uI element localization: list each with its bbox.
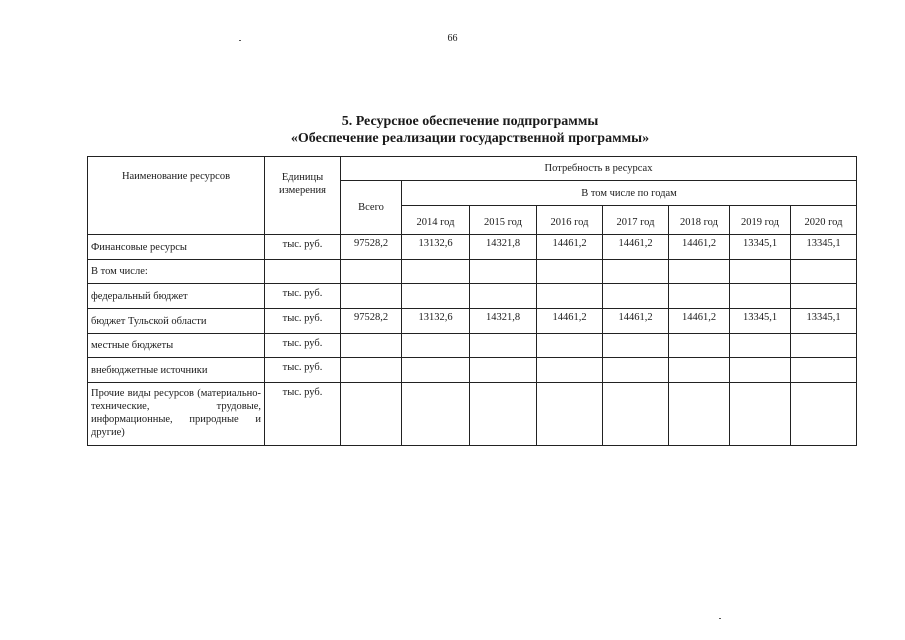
row-year-value: 13345,1 <box>730 235 791 260</box>
table-row <box>88 334 857 358</box>
row-year-value <box>537 260 603 284</box>
row-name: Финансовые ресурсы <box>88 235 265 260</box>
row-year-value <box>730 383 791 446</box>
row-year-value <box>730 284 791 309</box>
row-total <box>341 334 402 358</box>
row-year-value: 14461,2 <box>669 309 730 334</box>
row-unit: тыс. руб. <box>265 358 341 383</box>
row-year-value <box>669 358 730 383</box>
row-year-value <box>791 260 857 284</box>
row-year-value <box>603 334 669 358</box>
header-unit <box>265 157 341 235</box>
table-row <box>88 260 857 284</box>
header-unit-line-1: Единицы <box>281 172 324 183</box>
row-unit <box>265 260 341 284</box>
row-total <box>341 284 402 309</box>
row-year-value <box>603 383 669 446</box>
row-unit: тыс. руб. <box>265 235 341 260</box>
row-unit: тыс. руб. <box>265 383 341 446</box>
row-year-value <box>402 284 470 309</box>
table-row <box>88 235 857 260</box>
row-year-value: 14461,2 <box>603 309 669 334</box>
row-total <box>341 260 402 284</box>
row-year-value <box>669 284 730 309</box>
row-year-value <box>402 334 470 358</box>
row-year-value: 14461,2 <box>603 235 669 260</box>
row-unit: тыс. руб. <box>265 334 341 358</box>
row-year-value <box>470 260 537 284</box>
section-title-line-2: «Обеспечение реализации государственной программы» <box>290 131 650 146</box>
row-year-value: 14321,8 <box>470 235 537 260</box>
row-year-value <box>730 334 791 358</box>
header-year: 2020 год <box>791 206 857 235</box>
row-unit: тыс. руб. <box>265 284 341 309</box>
scan-speck <box>239 40 241 41</box>
row-year-value <box>791 358 857 383</box>
row-year-value: 13132,6 <box>402 235 470 260</box>
row-year-value: 14461,2 <box>669 235 730 260</box>
row-unit: тыс. руб. <box>265 309 341 334</box>
row-name: В том числе: <box>88 260 265 284</box>
row-year-value <box>537 334 603 358</box>
row-year-value <box>603 358 669 383</box>
row-year-value <box>537 383 603 446</box>
table-row <box>88 309 857 334</box>
scan-speck <box>719 618 721 619</box>
header-year: 2015 год <box>470 206 537 235</box>
row-name: Прочие виды ресурсов (материально-технические, трудовые, информационные, природные и другие) <box>88 383 265 446</box>
row-year-value: 13345,1 <box>730 309 791 334</box>
resource-table <box>87 156 857 446</box>
header-total: Всего <box>341 181 402 235</box>
header-year: 2016 год <box>537 206 603 235</box>
row-year-value <box>402 260 470 284</box>
row-year-value: 14321,8 <box>470 309 537 334</box>
row-year-value <box>730 358 791 383</box>
row-year-value <box>669 260 730 284</box>
row-year-value: 13345,1 <box>791 235 857 260</box>
row-name: местные бюджеты <box>88 334 265 358</box>
header-resource-name: Наименование ресурсов <box>88 157 265 235</box>
table-row <box>88 284 857 309</box>
row-total: 97528,2 <box>341 309 402 334</box>
row-total <box>341 383 402 446</box>
row-year-value <box>791 284 857 309</box>
header-year: 2019 год <box>730 206 791 235</box>
page-number: 66 <box>447 33 458 44</box>
row-total <box>341 358 402 383</box>
section-title-line-1: 5. Ресурсное обеспечение подпрограммы <box>341 114 599 129</box>
row-year-value <box>603 260 669 284</box>
table-row <box>88 383 857 446</box>
header-year: 2018 год <box>669 206 730 235</box>
row-year-value <box>791 334 857 358</box>
row-year-value <box>791 383 857 446</box>
row-name: федеральный бюджет <box>88 284 265 309</box>
row-year-value <box>402 358 470 383</box>
row-name: бюджет Тульской области <box>88 309 265 334</box>
row-year-value <box>537 284 603 309</box>
row-name: внебюджетные источники <box>88 358 265 383</box>
table-header-row <box>88 157 857 181</box>
row-year-value <box>603 284 669 309</box>
row-year-value: 13132,6 <box>402 309 470 334</box>
header-resource-need: Потребность в ресурсах <box>341 157 857 181</box>
header-unit-line-2: измерения <box>279 185 326 196</box>
row-year-value <box>669 334 730 358</box>
row-year-value <box>470 358 537 383</box>
row-year-value: 13345,1 <box>791 309 857 334</box>
row-year-value <box>470 284 537 309</box>
row-year-value <box>470 334 537 358</box>
row-year-value <box>669 383 730 446</box>
header-year: 2014 год <box>402 206 470 235</box>
header-year: 2017 год <box>603 206 669 235</box>
row-total: 97528,2 <box>341 235 402 260</box>
row-year-value <box>730 260 791 284</box>
row-year-value <box>470 383 537 446</box>
section-title <box>0 113 905 147</box>
table-row <box>88 358 857 383</box>
row-year-value: 14461,2 <box>537 309 603 334</box>
row-year-value <box>537 358 603 383</box>
header-by-years: В том числе по годам <box>402 181 857 206</box>
row-year-value: 14461,2 <box>537 235 603 260</box>
row-year-value <box>402 383 470 446</box>
